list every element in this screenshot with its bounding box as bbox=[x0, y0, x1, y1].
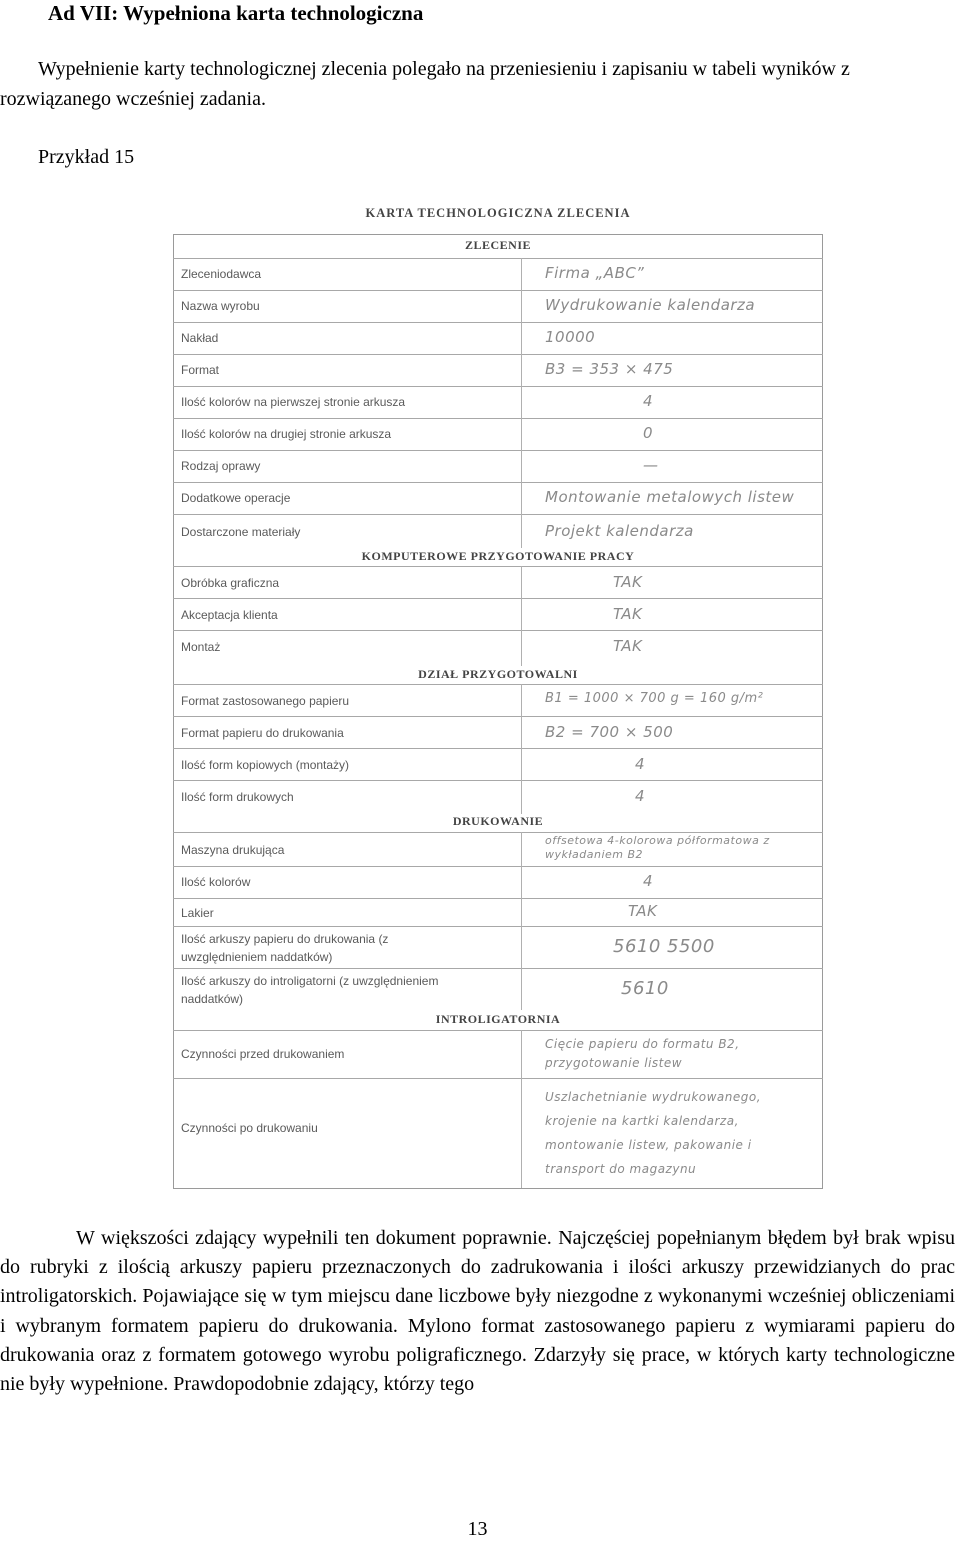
row-label: Czynności przed drukowaniem bbox=[181, 1047, 345, 1061]
column-divider bbox=[521, 1030, 522, 1188]
row-label: Nakład bbox=[181, 331, 219, 345]
row-value: TAK bbox=[613, 573, 643, 591]
row-label: Nazwa wyrobu bbox=[181, 299, 260, 313]
row-value: Montowanie metalowych listew bbox=[545, 488, 795, 506]
form-title: KARTA TECHNOLOGICZNA ZLECENIA bbox=[365, 206, 631, 220]
row-label: Obróbka graficzna bbox=[181, 576, 280, 590]
column-divider bbox=[521, 566, 522, 666]
row-value: 4 bbox=[635, 787, 646, 805]
row-value: 5610 bbox=[621, 978, 669, 999]
row-value: B2 = 700 × 500 bbox=[545, 723, 674, 741]
form-row bbox=[173, 898, 823, 926]
row-value: 5610 5500 bbox=[613, 936, 715, 957]
row-label: Format bbox=[181, 363, 220, 377]
row-label: Ilość arkuszy papieru do drukowania (z uwzględnieniem naddatków) bbox=[181, 932, 389, 964]
form-row bbox=[173, 866, 823, 898]
row-label: Rodzaj oprawy bbox=[181, 459, 261, 473]
row-value: TAK bbox=[613, 637, 643, 655]
section-komputerowe: KOMPUTEROWE PRZYGOTOWANIE PRACY bbox=[361, 549, 635, 563]
column-divider bbox=[521, 832, 522, 1010]
row-value: 10000 bbox=[545, 328, 596, 346]
row-value: TAK bbox=[613, 605, 643, 623]
row-label: Ilość kolorów na drugiej stronie arkusza bbox=[181, 427, 392, 441]
section-zlecenie: ZLECENIE bbox=[464, 238, 532, 252]
row-label: Czynności po drukowaniu bbox=[181, 1121, 318, 1135]
page-number: 13 bbox=[467, 1518, 488, 1540]
column-divider bbox=[521, 684, 522, 814]
form-row bbox=[173, 716, 823, 748]
body-text: W większości zdający wypełnili ten dokument poprawnie. Najczęściej popełnianym błędem był brak wpisu do rubryki z ilością arkuszy papieru przeznaczonych do zadrukowania i ilości arkuszy przewidzianych do prac introligatorskich. Pojawiające się w tym miejscu dane liczbowe były niezgodne z wykonanymi wcześniej obliczeniami i wybranym formatem papieru do drukowania. Mylono format zastosowanego papieru z wymiarami papieru do drukowania oraz z formatem gotowego wyrobu poligraficznego. Zdarzyły się prace, w których karty technologiczne nie były wypełnione. Prawdopodobnie zdający, którzy tego bbox=[0, 1227, 955, 1396]
row-value: Cięcie papieru do formatu B2, przygotowanie listew bbox=[545, 1037, 740, 1070]
row-value: Uszlachetnianie wydrukowanego, krojenie na kartki kalendarza, montowanie listew, pakowanie i transport do magazynu bbox=[545, 1090, 762, 1176]
row-label: Ilość kolorów na pierwszej stronie arkusza bbox=[181, 395, 406, 409]
row-value: Firma „ABC” bbox=[545, 264, 645, 282]
row-value: Projekt kalendarza bbox=[545, 522, 694, 540]
form-row bbox=[173, 780, 823, 814]
intro-paragraph bbox=[0, 54, 955, 114]
row-value: Wydrukowanie kalendarza bbox=[545, 296, 756, 314]
row-label: Ilość arkuszy do introligatorni (z uwzględnieniem naddatków) bbox=[181, 974, 439, 1006]
row-label: Ilość form kopiowych (montaży) bbox=[181, 758, 350, 772]
row-value: TAK bbox=[628, 902, 658, 920]
row-label: Format papieru do drukowania bbox=[181, 726, 344, 740]
row-value: B1 = 1000 × 700 g = 160 g/m² bbox=[545, 691, 764, 706]
row-value: 4 bbox=[643, 872, 654, 890]
row-label: Format zastosowanego papieru bbox=[181, 694, 350, 708]
form-row bbox=[173, 482, 823, 514]
section-drukowanie: DRUKOWANIE bbox=[452, 814, 544, 828]
form-row bbox=[173, 630, 823, 666]
body-paragraph bbox=[0, 1224, 955, 1399]
form-row bbox=[173, 258, 823, 290]
form-row bbox=[173, 926, 823, 968]
form-row bbox=[173, 418, 823, 450]
row-label: Montaż bbox=[181, 640, 221, 654]
form-row bbox=[173, 354, 823, 386]
form-row bbox=[173, 386, 823, 418]
row-label: Dodatkowe operacje bbox=[181, 491, 291, 505]
form-row bbox=[173, 748, 823, 780]
form-row bbox=[173, 450, 823, 482]
row-value: B3 = 353 × 475 bbox=[545, 360, 674, 378]
form-row bbox=[173, 1030, 823, 1078]
row-label: Ilość kolorów bbox=[181, 875, 251, 889]
form-row bbox=[173, 290, 823, 322]
form-row bbox=[173, 598, 823, 630]
form-row bbox=[173, 514, 823, 548]
row-value: 0 bbox=[643, 424, 654, 442]
row-label: Ilość form drukowych bbox=[181, 790, 294, 804]
section-introligatornia: INTROLIGATORNIA bbox=[435, 1012, 561, 1026]
row-value: offsetowa 4-kolorowa półformatowa z wykładaniem B2 bbox=[545, 834, 770, 861]
form-row bbox=[173, 968, 823, 1010]
page-heading: Ad VII: Wypełniona karta technologiczna bbox=[48, 1, 424, 25]
intro-text: Wypełnienie karty technologicznej zlecenia polegało na przeniesieniu i zapisaniu w tabeli wyników z rozwiązanego wcześniej zadania. bbox=[0, 58, 850, 110]
technology-card-form bbox=[168, 200, 828, 1196]
form-row bbox=[173, 322, 823, 354]
form-row bbox=[173, 684, 823, 716]
form-row bbox=[173, 566, 823, 598]
form-row bbox=[173, 832, 823, 866]
row-label: Dostarczone materiały bbox=[181, 525, 301, 539]
form-row bbox=[173, 1078, 823, 1188]
row-value: 4 bbox=[643, 392, 654, 410]
example-label: Przykład 15 bbox=[38, 146, 135, 168]
row-label: Zleceniodawca bbox=[181, 267, 262, 281]
section-dzial: DZIAŁ PRZYGOTOWALNI bbox=[418, 667, 578, 681]
row-label: Lakier bbox=[181, 906, 214, 920]
row-label: Akceptacja klienta bbox=[181, 608, 278, 622]
column-divider bbox=[521, 258, 522, 548]
row-value: 4 bbox=[635, 755, 646, 773]
row-label: Maszyna drukująca bbox=[181, 843, 285, 857]
row-value: — bbox=[643, 456, 659, 474]
